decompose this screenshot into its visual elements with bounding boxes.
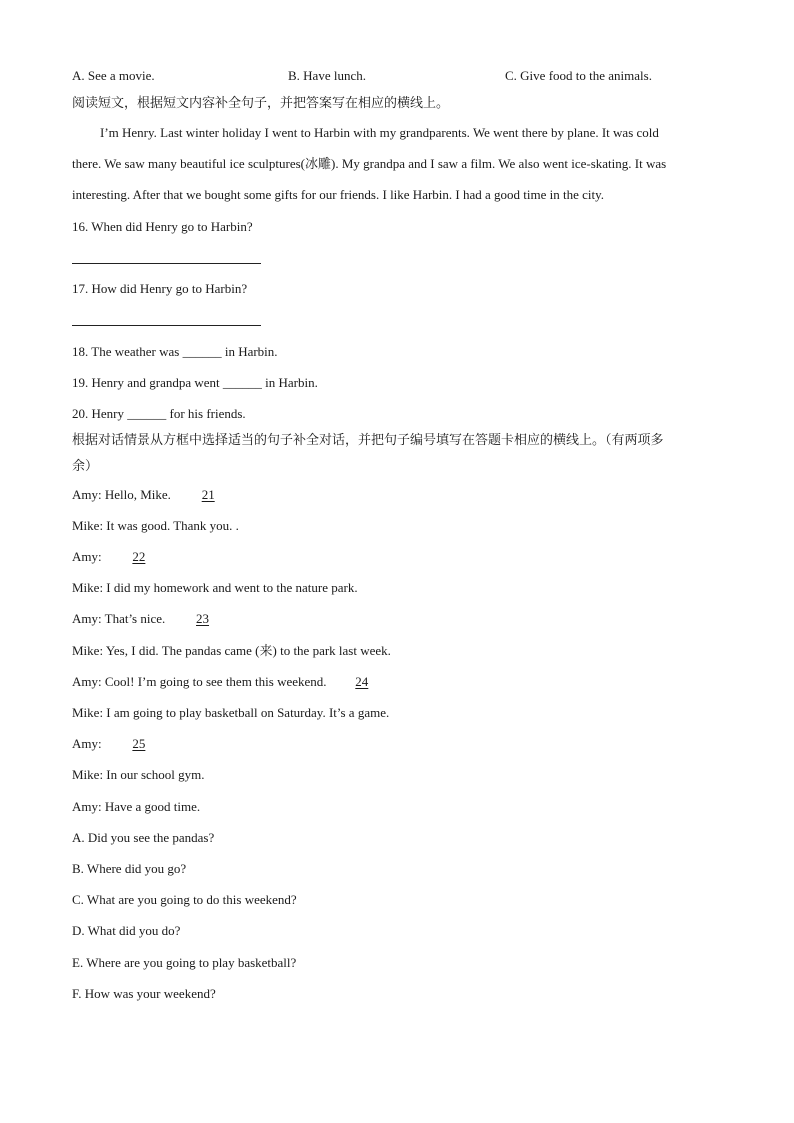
choice-a: A. Did you see the pandas?: [72, 830, 215, 845]
dialogue-line-5-text: Amy: That’s nice.: [72, 611, 166, 626]
choice-b: B. Where did you go?: [72, 861, 187, 876]
blank-21[interactable]: 21: [201, 487, 215, 502]
dialogue-line-8: Mike: I am going to play basketball on Saturday. It’s a game.: [72, 705, 390, 720]
choice-d: D. What did you do?: [72, 923, 181, 938]
option-c: C. Give food to the animals.: [505, 68, 652, 83]
question-18: 18. The weather was ______ in Harbin.: [72, 344, 278, 359]
dialogue-line-2: Mike: It was good. Thank you. .: [72, 518, 239, 533]
dialogue-line-5: [72, 611, 233, 627]
dialogue-line-10: Mike: In our school gym.: [72, 767, 205, 782]
dialogue-line-7-text: Amy: Cool! I’m going to see them this weekend.: [72, 674, 327, 689]
dialogue-line-3-text: Amy:: [72, 549, 102, 564]
blank-22[interactable]: 22: [132, 549, 146, 564]
blank-24[interactable]: 24: [355, 674, 369, 689]
dialogue-line-3: [72, 549, 169, 565]
choice-c: C. What are you going to do this weekend?: [72, 892, 297, 907]
dialogue-instruction-2: 余）: [72, 459, 99, 474]
question-16: 16. When did Henry go to Harbin?: [72, 219, 253, 234]
dialogue-line-7: [72, 674, 390, 690]
dialogue-line-9: [72, 736, 169, 752]
answer-line-16[interactable]: [72, 263, 261, 264]
dialogue-line-11: Amy: Have a good time.: [72, 799, 201, 814]
dialogue-line-9-text: Amy:: [72, 736, 102, 751]
passage-line-3: interesting. After that we bought some gifts for our friends. I like Harbin. I had a good time in the city.: [72, 187, 605, 202]
blank-23[interactable]: 23: [196, 611, 210, 626]
blank-25[interactable]: 25: [132, 736, 146, 751]
dialogue-instruction-1: 根据对话情景从方框中选择适当的句子补全对话，并把句子编号填写在答题卡相应的横线上。（有两项多: [72, 433, 664, 448]
question-20: 20. Henry ______ for his friends.: [72, 406, 246, 421]
dialogue-line-1: [72, 487, 236, 503]
dialogue-line-1-text: Amy: Hello, Mike.: [72, 487, 171, 502]
question-17: 17. How did Henry go to Harbin?: [72, 281, 248, 296]
choice-f: F. How was your weekend?: [72, 986, 216, 1001]
answer-line-17[interactable]: [72, 325, 261, 326]
choice-e: E. Where are you going to play basketball?: [72, 955, 297, 970]
dialogue-line-6: Mike: Yes, I did. The pandas came (来) to the park last week.: [72, 643, 391, 658]
dialogue-line-4: Mike: I did my homework and went to the nature park.: [72, 580, 358, 595]
reading-instruction: 阅读短文，根据短文内容补全句子，并把答案写在相应的横线上。: [72, 96, 450, 111]
option-a: A. See a movie.: [72, 68, 155, 83]
passage-line-1: I’m Henry. Last winter holiday I went to Harbin with my grandparents. We went there by plane. It was cold: [100, 125, 659, 140]
passage-line-2: there. We saw many beautiful ice sculptures(冰雕). My grandpa and I saw a film. We also went ice-skating. It was: [72, 156, 667, 171]
option-b: B. Have lunch.: [288, 68, 366, 83]
question-19: 19. Henry and grandpa went ______ in Harbin.: [72, 375, 318, 390]
